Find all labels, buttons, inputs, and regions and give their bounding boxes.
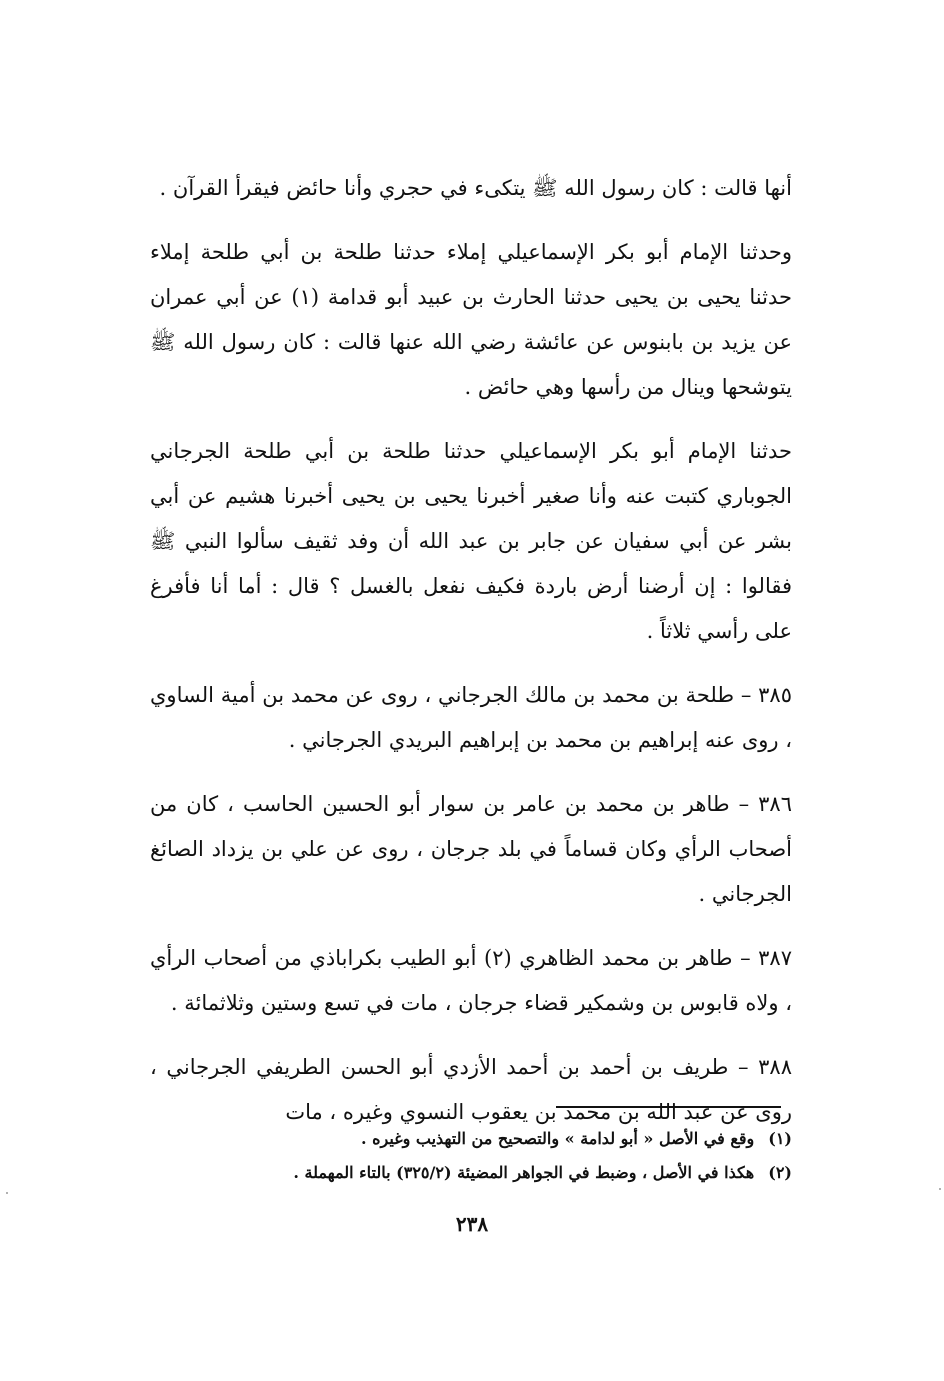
- footnote-divider: [556, 1106, 781, 1108]
- paragraph-3: حدثنا الإمام أبو بكر الإسماعيلي حدثنا طلحة بن أبي طلحة الجرجاني الجوباري كتبت عنه وأنا صغير أخبرنا يحيى بن يحيى أخبرنا هشيم عن أبي بشر عن أبي سفيان عن جابر بن عبد الله أن وفد ثقيف سألوا النبي ﷺ فقالوا : إن أرضنا أرض باردة فكيف نفعل بالغسل ؟ قال : أما أنا فأفرغ على رأسي ثلاثاً .: [150, 439, 792, 643]
- footnote-2: [200, 1156, 792, 1190]
- footnote-text: هكذا في الأصل ، وضبط في الجواهر المضيئة (٣٢٥/٢) بالتاء المهملة .: [293, 1163, 755, 1182]
- scan-speck: [939, 1188, 941, 1190]
- entry-385: ٣٨٥ – طلحة بن محمد بن مالك الجرجاني ، روى عن محمد بن أمية الساوي ، روى عنه إبراهيم بن محمد بن إبراهيم البريدي الجرجاني .: [150, 683, 792, 752]
- paragraph-1: أنها قالت : كان رسول الله ﷺ يتكىء في حجري وأنا حائض فيقرأ القرآن .: [159, 176, 792, 200]
- footnote-marker: (١): [768, 1129, 792, 1148]
- paragraph-2: وحدثنا الإمام أبو بكر الإسماعيلي إملاء حدثنا طلحة بن أبي طلحة إملاء حدثنا يحيى بن يحيى حدثنا الحارث بن عبيد أبو قدامة (١) عن أبي عمران عن يزيد بن بابنوس عن عائشة رضي الله عنها قالت : كان رسول الله ﷺ يتوشحها وينال من رأسها وهي حائض .: [150, 240, 792, 399]
- scan-speck: [6, 1192, 8, 1194]
- footnote-1: [200, 1122, 792, 1156]
- footnotes: [200, 1122, 792, 1190]
- entry-388: ٣٨٨ – طريف بن أحمد بن أحمد الأزدي أبو الحسن الطريفي الجرجاني ، روى عن عبد الله بن محمد بن يعقوب النسوي وغيره ، مات: [150, 1055, 792, 1124]
- page-number: ٢٣٨: [455, 1212, 489, 1236]
- footnote-text: وقع في الأصل « أبو لدامة » والتصحيح من التهذيب وغيره .: [361, 1129, 755, 1148]
- footnote-marker: (٢): [768, 1163, 792, 1182]
- entry-386: ٣٨٦ – طاهر بن محمد بن عامر بن سوار أبو الحسين الحاسب ، كان من أصحاب الرأي وكان قساماً في بلد جرجان ، روى عن علي بن يزداد الصائغ الجرجاني .: [150, 792, 792, 906]
- main-text: [150, 166, 792, 1154]
- entry-387: ٣٨٧ – طاهر بن محمد الظاهري (٢) أبو الطيب بكراباذي من أصحاب الرأي ، ولاه قابوس بن وشمكير قضاء جرجان ، مات في تسع وستين وثلاثمائة .: [150, 946, 792, 1015]
